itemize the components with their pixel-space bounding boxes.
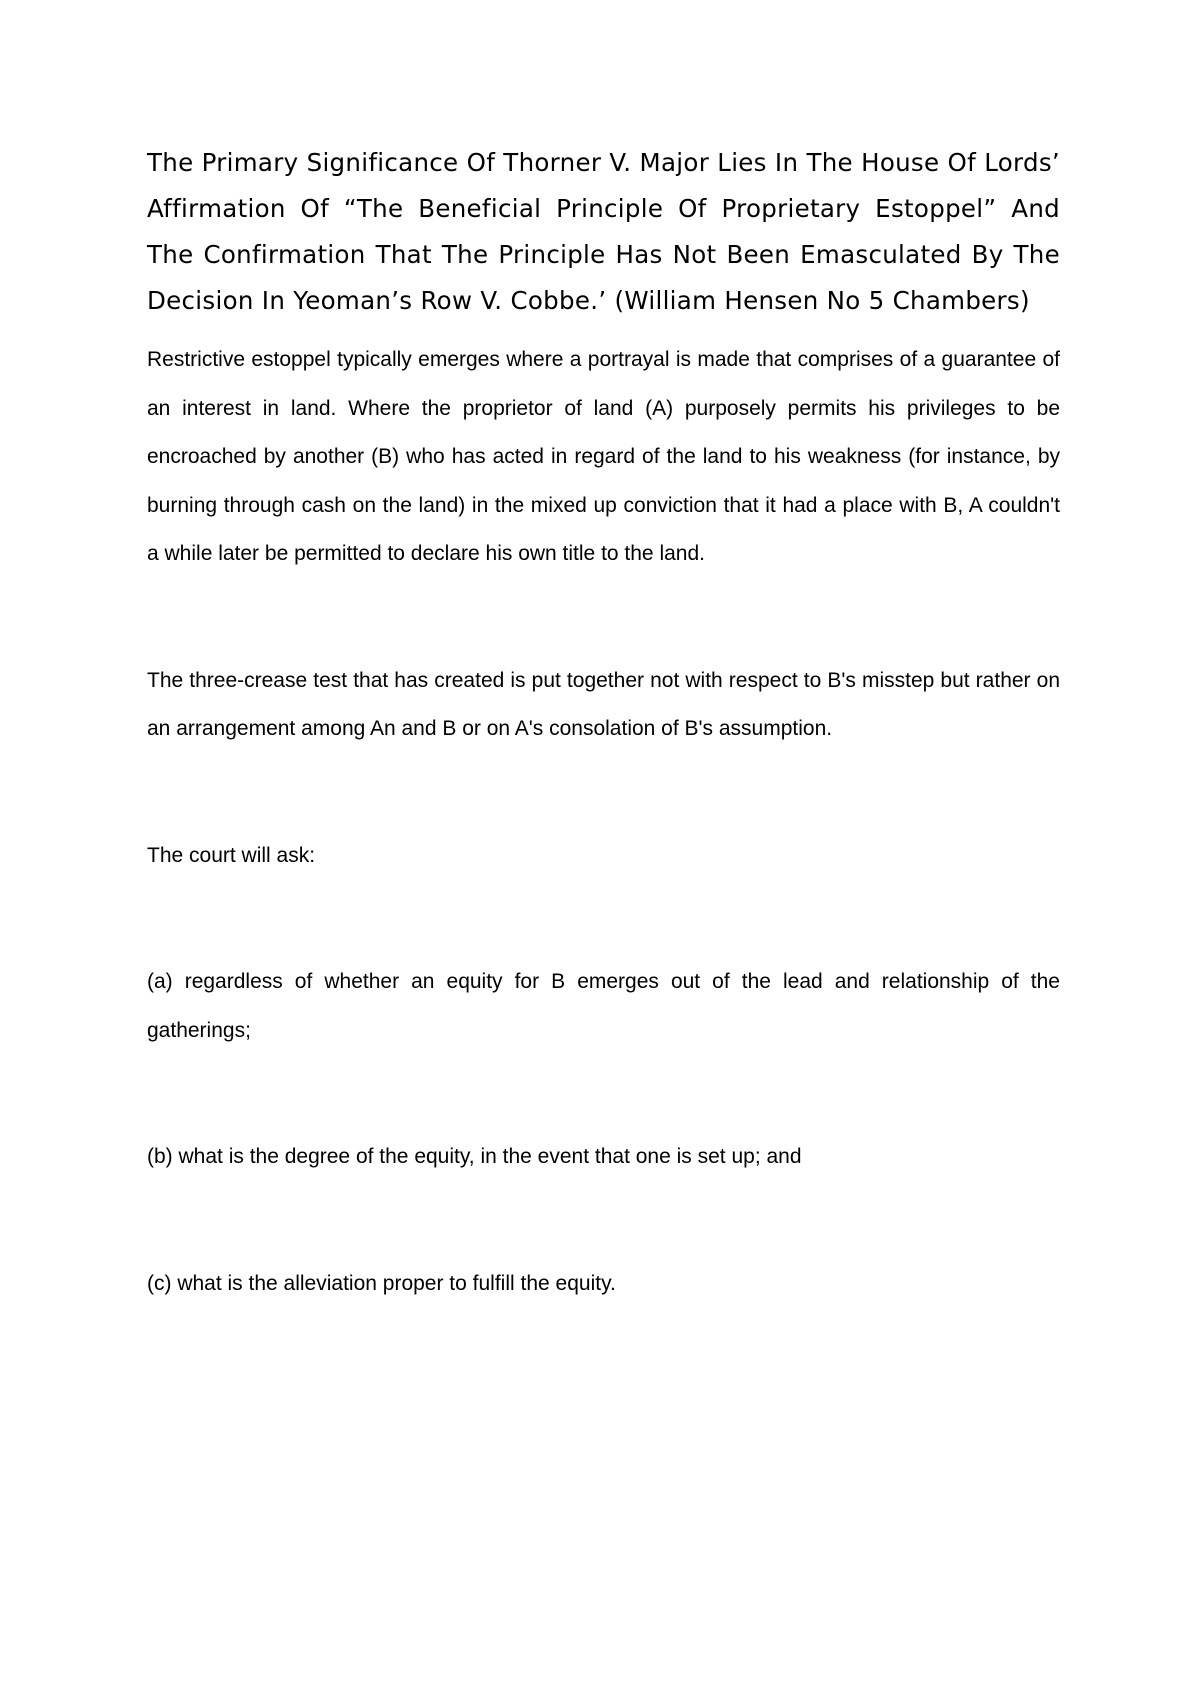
document-title: The Primary Significance Of Thorner V. Major Lies In The House Of Lords’ Affirmation Of “The Beneficial Principle Of Proprietary Estoppel” And The Confirmation That The Principle Has Not Been Emasculated By The Decision In Yeoman’s Row V. Cobbe.’ (William Hensen No 5 Chambers) xyxy=(147,148,1060,315)
paragraph-estoppel-definition: Restrictive estoppel typically emerges where a portrayal is made that comprises of a guarantee of an interest in land. Where the proprietor of land (A) purposely permits his privileges to be encroached by another (B) who has acted in regard of the land to his weakness (for instance, by burning through cash on the land) in the mixed up conviction that it had a place with B, A couldn't a while later be permitted to declare his own title to the land. xyxy=(147,348,1060,565)
paragraph-three-fold-test: The three-crease test that has created is put together not with respect to B's misstep but rather on an arrangement among An and B or on A's consolation of B's assumption. xyxy=(147,668,1060,740)
paragraph-court-will-ask: The court will ask: xyxy=(147,843,316,867)
list-item-c: (c) what is the alleviation proper to fulfill the equity. xyxy=(147,1271,616,1295)
document-body xyxy=(147,140,1060,1308)
list-item-b: (b) what is the degree of the equity, in the event that one is set up; and xyxy=(147,1145,802,1168)
list-item-a: (a) regardless of whether an equity for B emerges out of the lead and relationship of the gatherings; xyxy=(147,970,1060,1042)
